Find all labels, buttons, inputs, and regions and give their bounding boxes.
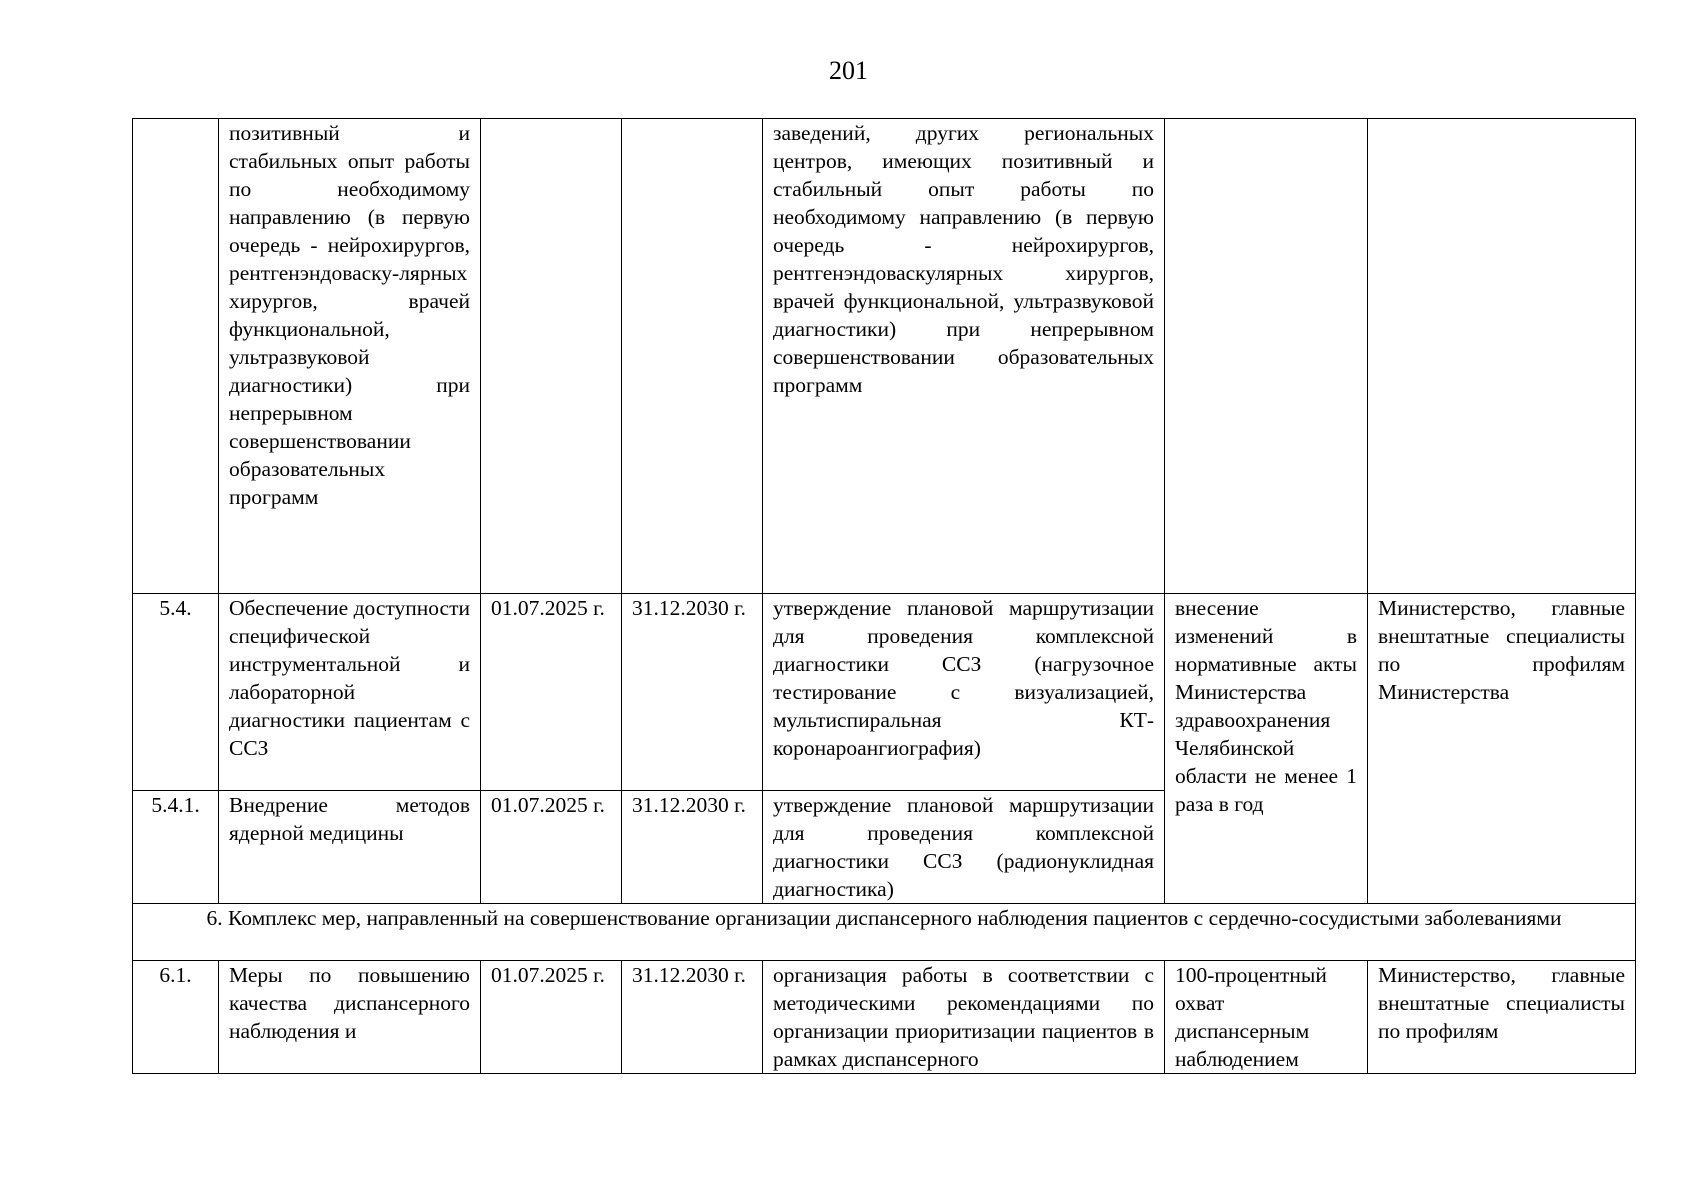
cell-start-date: 01.07.2025 г. <box>481 961 622 1074</box>
cell-indicator: 100-процентный охват диспансерным наблюдением <box>1165 961 1368 1074</box>
cell-number: 5.4. <box>133 594 219 791</box>
section-title: 6. Комплекс мер, направленный на совершенствование организации диспансерного наблюдения пациентов с сердечно-сосудистыми заболеваниями <box>133 904 1636 961</box>
cell-indicator-empty <box>1165 119 1368 594</box>
cell-start-date: 01.07.2025 г. <box>481 791 622 904</box>
cell-end-date-empty <box>622 119 763 594</box>
cell-end-date: 31.12.2030 г. <box>622 961 763 1074</box>
cell-expected-result: организация работы в соответствии с методическими рекомендациями по организации приоритизации пациентов в рамках диспансерного <box>763 961 1165 1074</box>
cell-measure-name: Обеспечение доступности специфической инструментальной и лабораторной диагностики пациентам с ССЗ <box>219 594 481 791</box>
cell-expected-result: утверждение плановой маршрутизации для проведения комплексной диагностики ССЗ (нагрузочное тестирование с визуализацией, мультиспиральная КТ- коронароангиография) <box>763 594 1165 791</box>
cell-number: 5.4.1. <box>133 791 219 904</box>
cell-start-date: 01.07.2025 г. <box>481 594 622 791</box>
cell-measure-name: Внедрение методов ядерной медицины <box>219 791 481 904</box>
cell-number-empty <box>133 119 219 594</box>
plan-table <box>132 118 1636 1074</box>
cell-end-date: 31.12.2030 г. <box>622 594 763 791</box>
cell-expected-result: утверждение плановой маршрутизации для проведения комплексной диагностики ССЗ (радионуклидная диагностика) <box>763 791 1165 904</box>
cell-start-date-empty <box>481 119 622 594</box>
cell-responsible-empty <box>1368 119 1636 594</box>
cell-indicator: внесение изменений в нормативные акты Министерства здравоохранения Челябинской области не менее 1 раза в год <box>1165 594 1368 904</box>
table-row-continued <box>133 119 1636 594</box>
cell-responsible: Министерство, главные внештатные специалисты по профилям <box>1368 961 1636 1074</box>
cell-expected-result: заведений, других региональных центров, имеющих позитивный и стабильный опыт работы по необходимому направлению (в первую очередь - нейрохирургов, рентгенэндоваскулярных хирургов, врачей функциональной, ультразвуковой диагностики) при непрерывном совершенствовании образовательных программ <box>763 119 1165 594</box>
cell-measure-name: Меры по повышению качества диспансерного наблюдения и <box>219 961 481 1074</box>
page-number: 201 <box>829 56 868 85</box>
cell-end-date: 31.12.2030 г. <box>622 791 763 904</box>
cell-number: 6.1. <box>133 961 219 1074</box>
table-row-5-4 <box>133 594 1636 791</box>
cell-measure-name: позитивный и стабильных опыт работы по необходимому направлению (в первую очередь - нейрохирургов, рентгенэндоваску-лярных хирургов, врачей функциональной, ультразвуковой диагностики) при непрерывном совершенствовании образовательных программ <box>219 119 481 594</box>
table-row-6-1 <box>133 961 1636 1074</box>
table-section-row-6 <box>133 904 1636 961</box>
cell-responsible: Министерство, главные внештатные специалисты по профилям Министерства <box>1368 594 1636 904</box>
